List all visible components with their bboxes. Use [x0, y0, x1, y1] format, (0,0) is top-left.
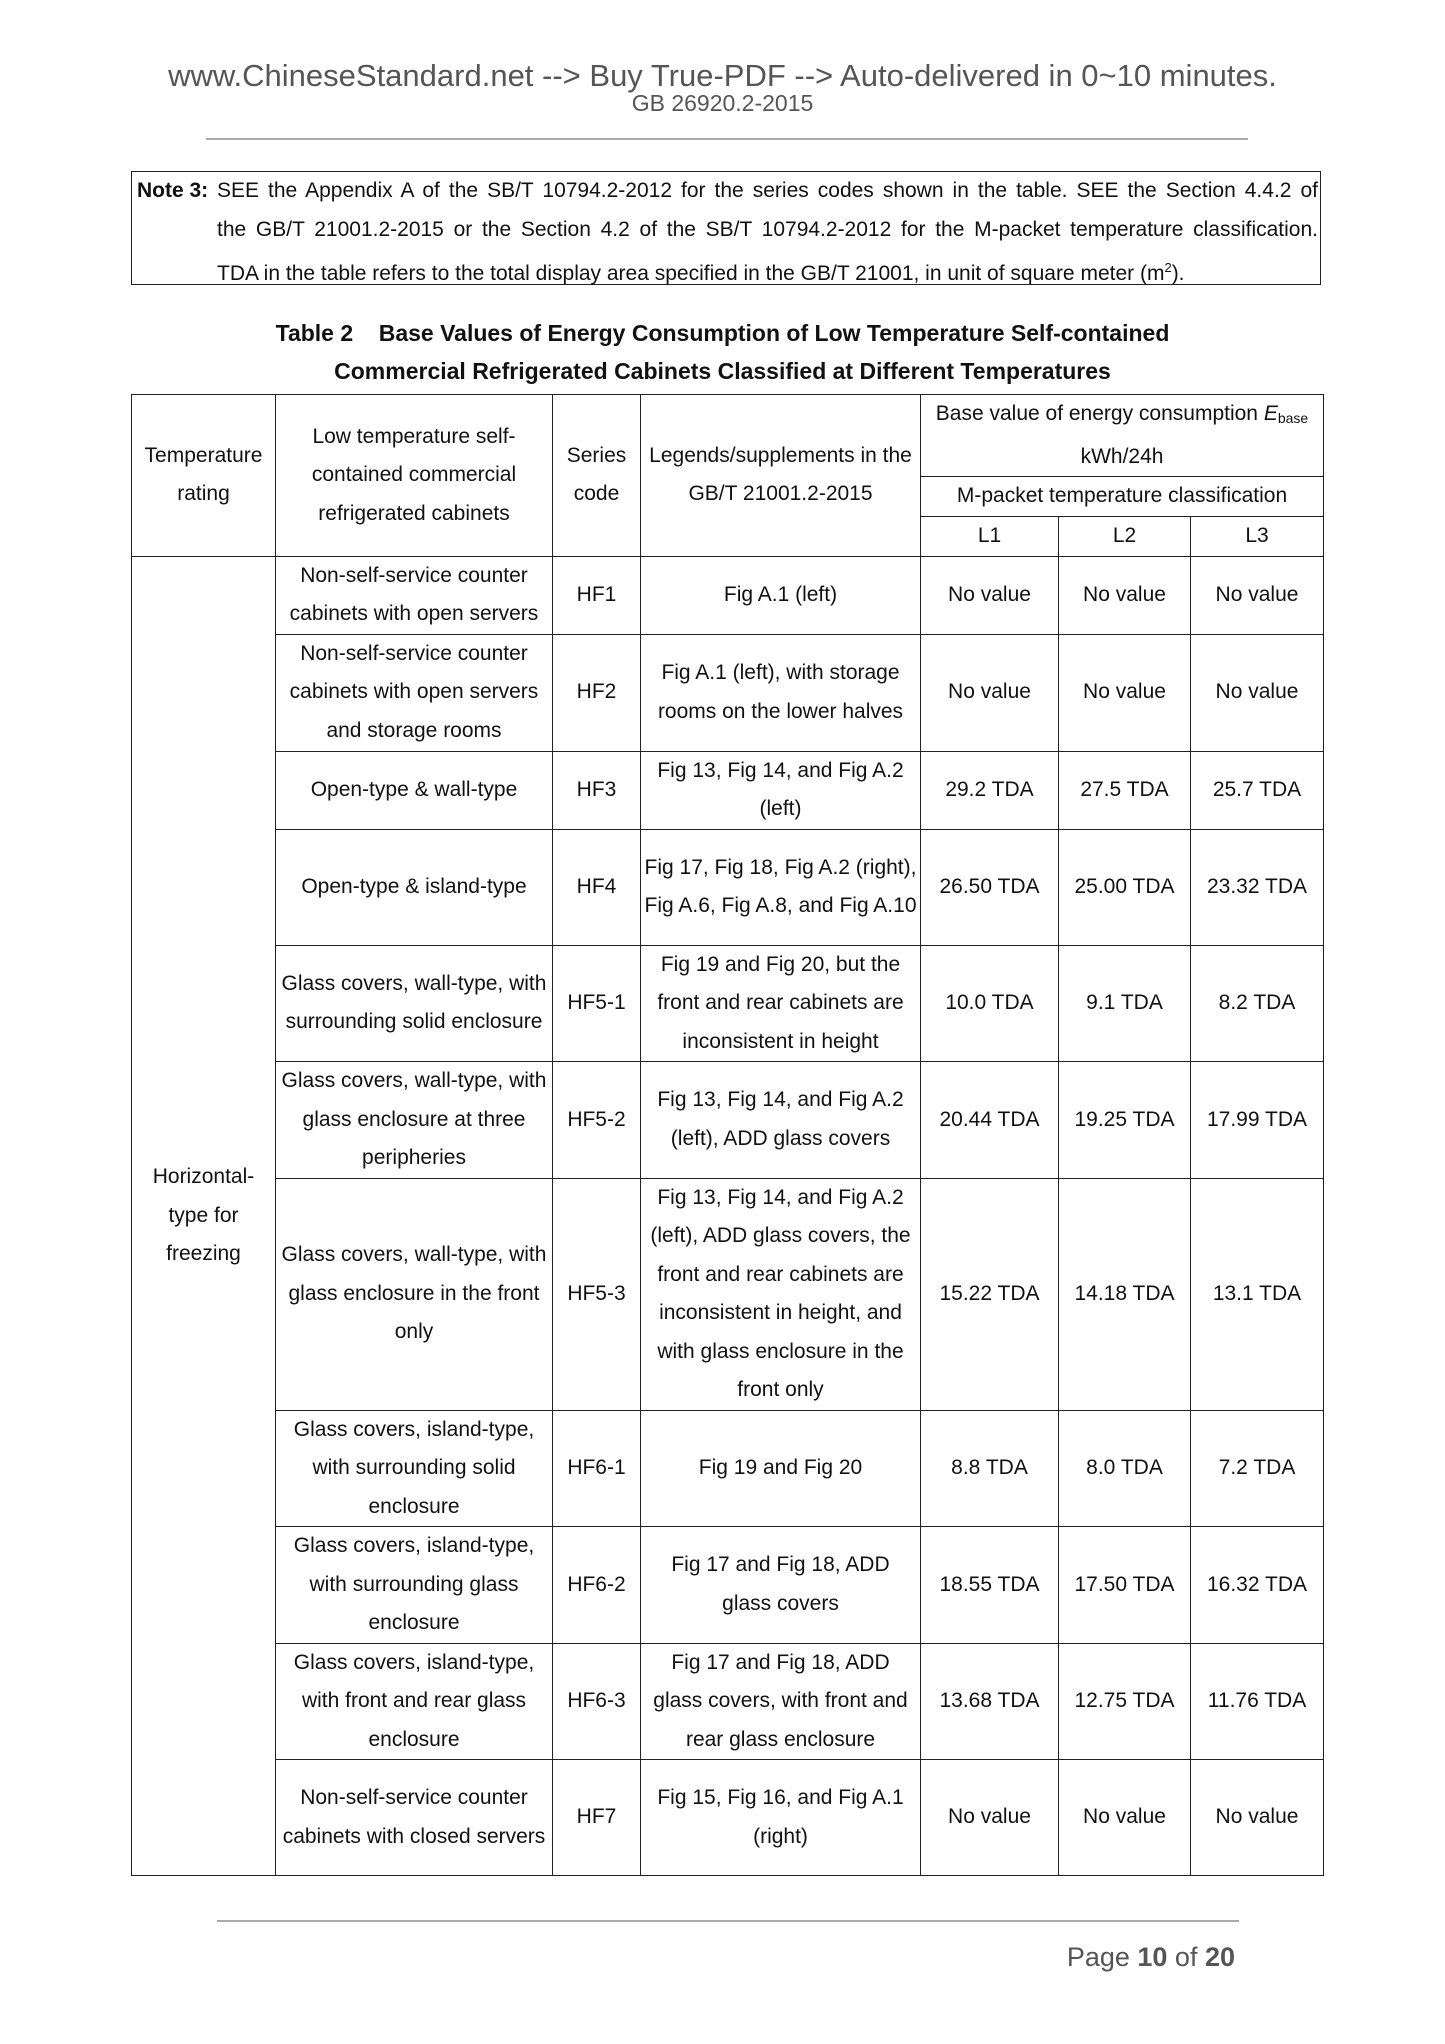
- l1-cell: No value: [921, 634, 1059, 751]
- legend-cell: Fig A.1 (left): [641, 556, 921, 634]
- header-cabinets: Low temperature self-contained commercial refrigerated cabinets: [276, 395, 553, 557]
- note-box: [131, 171, 1321, 285]
- code-cell: HF6-1: [553, 1410, 641, 1527]
- note-line: SEE the Appendix A of the SB/T 10794.2-2012 for the series codes shown in the table. SEE the Section 4.4.2 of: [217, 179, 1318, 202]
- l3-cell: No value: [1191, 556, 1324, 634]
- legend-cell: Fig 17 and Fig 18, ADD glass covers: [641, 1527, 921, 1644]
- table-title-line1: Table 2 Base Values of Energy Consumption of Low Temperature Self-contained: [275, 320, 1170, 346]
- l2-cell: No value: [1059, 1760, 1191, 1876]
- header-code: Series code: [553, 395, 641, 557]
- l2-cell: 25.00 TDA: [1059, 829, 1191, 945]
- table-row: [132, 1062, 1324, 1179]
- header-l2: L2: [1059, 516, 1191, 556]
- cabinet-cell: Glass covers, island-type, with surrounding glass enclosure: [276, 1527, 553, 1644]
- header-l3: L3: [1191, 516, 1324, 556]
- table-row: [132, 634, 1324, 751]
- code-cell: HF3: [553, 751, 641, 829]
- l2-cell: 19.25 TDA: [1059, 1062, 1191, 1179]
- legend-cell: Fig 13, Fig 14, and Fig A.2 (left), ADD glass covers: [641, 1062, 921, 1179]
- l1-cell: No value: [921, 1760, 1059, 1876]
- l1-cell: 29.2 TDA: [921, 751, 1059, 829]
- l3-cell: No value: [1191, 634, 1324, 751]
- code-cell: HF2: [553, 634, 641, 751]
- header-banner: www.ChineseStandard.net --> Buy True-PDF --> Auto-delivered in 0~10 minutes.: [168, 58, 1277, 93]
- l3-cell: 23.32 TDA: [1191, 829, 1324, 945]
- l2-cell: 9.1 TDA: [1059, 945, 1191, 1062]
- l1-cell: 20.44 TDA: [921, 1062, 1059, 1179]
- footer-divider: [217, 1920, 1239, 1922]
- l2-cell: No value: [1059, 634, 1191, 751]
- table-title-line2: Commercial Refrigerated Cabinets Classified at Different Temperatures: [334, 358, 1111, 384]
- cabinet-cell: Glass covers, island-type, with surrounding solid enclosure: [276, 1410, 553, 1527]
- code-cell: HF4: [553, 829, 641, 945]
- l3-cell: 7.2 TDA: [1191, 1410, 1324, 1527]
- header-mpacket: M-packet temperature classification: [921, 477, 1324, 517]
- l1-cell: 10.0 TDA: [921, 945, 1059, 1062]
- l3-cell: 13.1 TDA: [1191, 1178, 1324, 1410]
- l3-cell: 17.99 TDA: [1191, 1062, 1324, 1179]
- code-cell: HF5-3: [553, 1178, 641, 1410]
- l3-cell: No value: [1191, 1760, 1324, 1876]
- legend-cell: Fig 19 and Fig 20, but the front and rear cabinets are inconsistent in height: [641, 945, 921, 1062]
- l2-cell: 12.75 TDA: [1059, 1643, 1191, 1760]
- l2-cell: 14.18 TDA: [1059, 1178, 1191, 1410]
- cabinet-cell: Non-self-service counter cabinets with open servers: [276, 556, 553, 634]
- legend-cell: Fig 13, Fig 14, and Fig A.2 (left), ADD glass covers, the front and rear cabinets are inconsistent in height, and with glass enclosure in the front only: [641, 1178, 921, 1410]
- legend-cell: Fig 15, Fig 16, and Fig A.1 (right): [641, 1760, 921, 1876]
- header-l1: L1: [921, 516, 1059, 556]
- cabinet-cell: Open-type & wall-type: [276, 751, 553, 829]
- cabinet-cell: Glass covers, wall-type, with glass enclosure at three peripheries: [276, 1062, 553, 1179]
- cabinet-cell: Glass covers, wall-type, with glass enclosure in the front only: [276, 1178, 553, 1410]
- table-row: [132, 829, 1324, 945]
- note-label: Note 3:: [137, 179, 209, 202]
- l3-cell: 16.32 TDA: [1191, 1527, 1324, 1644]
- header-divider: [206, 138, 1248, 140]
- l1-cell: No value: [921, 556, 1059, 634]
- code-cell: HF7: [553, 1760, 641, 1876]
- l1-cell: 18.55 TDA: [921, 1527, 1059, 1644]
- header-base-value: Base value of energy consumption $E_{base}$ kWh/24h: [921, 395, 1324, 477]
- table-row: [132, 945, 1324, 1062]
- l1-cell: 8.8 TDA: [921, 1410, 1059, 1527]
- energy-table: [131, 394, 1324, 1876]
- code-cell: HF6-3: [553, 1643, 641, 1760]
- code-cell: HF1: [553, 556, 641, 634]
- note-line: TDA in the table refers to the total display area specified in the GB/T 21001, in unit of square meter $(m^2)$.: [217, 260, 1185, 285]
- legend-cell: Fig 17, Fig 18, Fig A.2 (right), Fig A.6, Fig A.8, and Fig A.10: [641, 829, 921, 945]
- code-cell: HF6-2: [553, 1527, 641, 1644]
- cabinet-cell: Glass covers, island-type, with front and rear glass enclosure: [276, 1643, 553, 1760]
- l3-cell: 8.2 TDA: [1191, 945, 1324, 1062]
- code-cell: HF5-2: [553, 1062, 641, 1179]
- cabinet-cell: Non-self-service counter cabinets with open servers and storage rooms: [276, 634, 553, 751]
- legend-cell: Fig 17 and Fig 18, ADD glass covers, with front and rear glass enclosure: [641, 1643, 921, 1760]
- cabinet-cell: Glass covers, wall-type, with surrounding solid enclosure: [276, 945, 553, 1062]
- table-row: [132, 1410, 1324, 1527]
- l1-cell: 26.50 TDA: [921, 829, 1059, 945]
- l2-cell: 8.0 TDA: [1059, 1410, 1191, 1527]
- l3-cell: 11.76 TDA: [1191, 1643, 1324, 1760]
- note-text: [217, 172, 1318, 294]
- cabinet-cell: Non-self-service counter cabinets with closed servers: [276, 1760, 553, 1876]
- document-id: GB 26920.2-2015: [631, 90, 814, 116]
- legend-cell: Fig A.1 (left), with storage rooms on the lower halves: [641, 634, 921, 751]
- rating-cell: Horizontal-type for freezing: [132, 556, 276, 1876]
- legend-cell: Fig 19 and Fig 20: [641, 1410, 921, 1527]
- note-line: the GB/T 21001.2-2015 or the Section 4.2 of the SB/T 10794.2-2012 for the M-packet temperature classification.: [217, 217, 1318, 241]
- header-legends: Legends/supplements in the GB/T 21001.2-2015: [641, 395, 921, 557]
- table-row: [132, 1643, 1324, 1760]
- code-cell: HF5-1: [553, 945, 641, 1062]
- header-rating: Temperature rating: [132, 395, 276, 557]
- l3-cell: 25.7 TDA: [1191, 751, 1324, 829]
- l2-cell: No value: [1059, 556, 1191, 634]
- table-row: [132, 556, 1324, 634]
- legend-cell: Fig 13, Fig 14, and Fig A.2 (left): [641, 751, 921, 829]
- cabinet-cell: Open-type & island-type: [276, 829, 553, 945]
- table-row: [132, 1178, 1324, 1410]
- l2-cell: 17.50 TDA: [1059, 1527, 1191, 1644]
- page-number: Page 10 of 20: [1066, 1942, 1235, 1972]
- table-row: [132, 1760, 1324, 1876]
- l1-cell: 13.68 TDA: [921, 1643, 1059, 1760]
- table-row: [132, 1527, 1324, 1644]
- l1-cell: 15.22 TDA: [921, 1178, 1059, 1410]
- table-row: [132, 751, 1324, 829]
- l2-cell: 27.5 TDA: [1059, 751, 1191, 829]
